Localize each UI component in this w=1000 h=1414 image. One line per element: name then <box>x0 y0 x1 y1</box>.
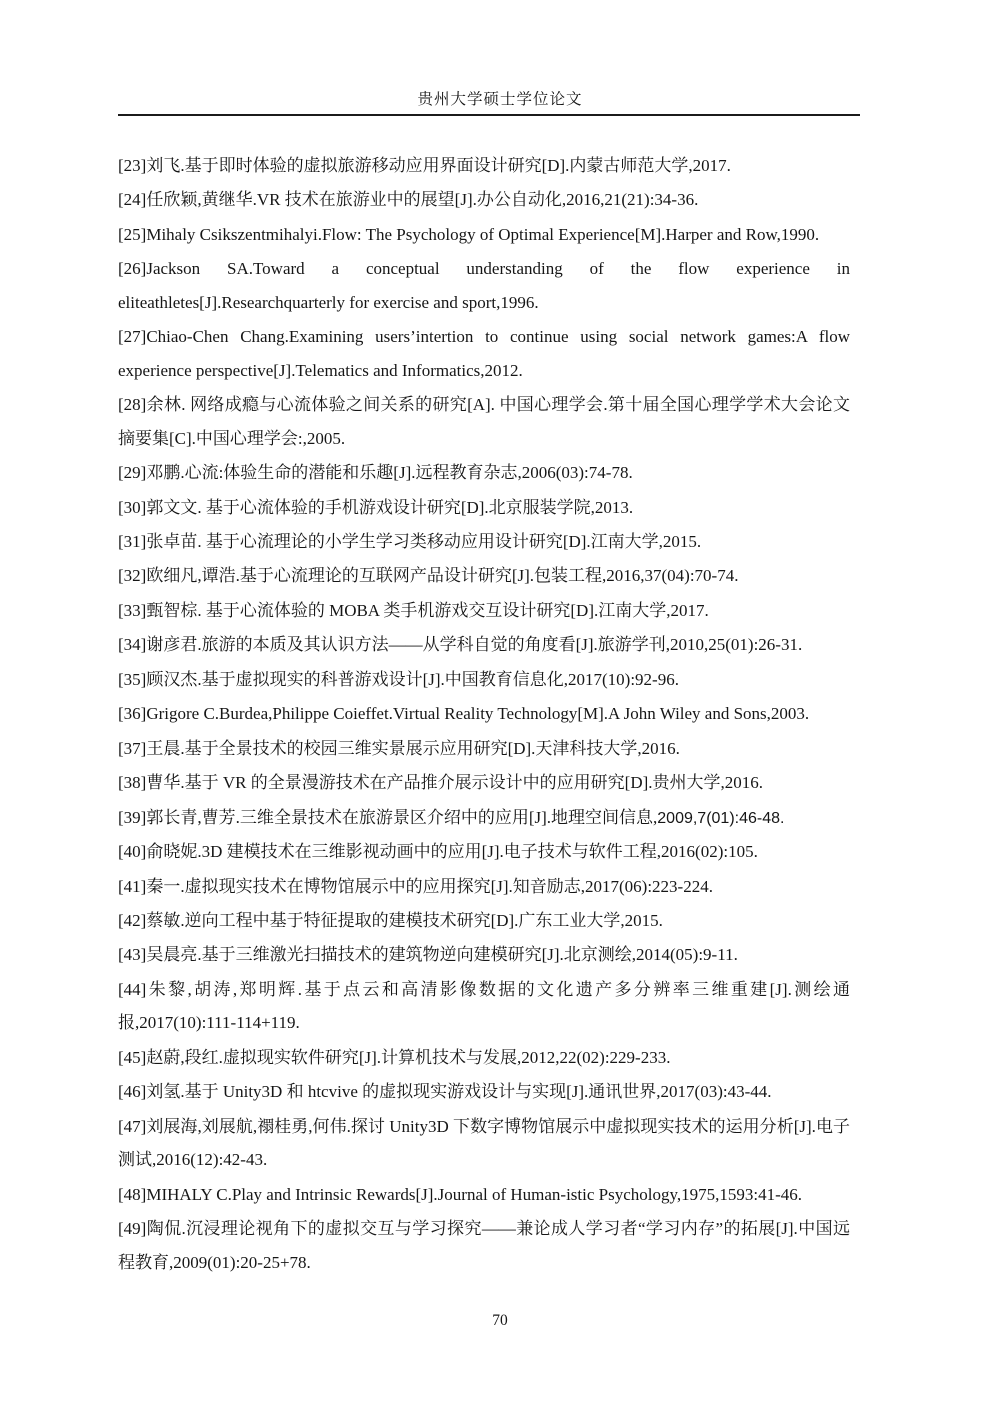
reference-text: [40]俞晓妮.3D 建模技术在三维影视动画中的应用[J].电子技术与软件工程,2016(02):105. <box>118 842 758 862</box>
reference-item <box>118 1041 850 1075</box>
reference-text: [32]欧细凡,谭浩.基于心流理论的互联网产品设计研究[J].包装工程,2016,37(04):70-74. <box>118 566 739 586</box>
reference-item <box>118 835 850 869</box>
reference-item <box>118 904 850 938</box>
reference-item <box>118 594 850 628</box>
reference-text: [44]朱黎,胡涛,郑明辉.基于点云和高清影像数据的文化遗产多分辨率三维重建[J].测绘通报,2017(10):111-114+119. <box>118 979 850 1033</box>
reference-text: [37]王晨.基于全景技术的校园三维实景展示应用研究[D].天津科技大学,2016. <box>118 738 680 758</box>
reference-item <box>118 388 850 456</box>
reference-text: [46]刘氢.基于 Unity3D 和 htcvive 的虚拟现实游戏设计与实现[J].通讯世界,2017(03):43-44. <box>118 1082 772 1102</box>
reference-text: [49]陶侃.沉浸理论视角下的虚拟交互与学习探究——兼论成人学习者“学习内存”的拓展[J].中国远程教育,2009(01):20-25+78. <box>118 1219 850 1272</box>
reference-text: [45]赵蔚,段红.虚拟现实软件研究[J].计算机技术与发展,2012,22(02):229-233. <box>118 1047 671 1067</box>
reference-item <box>118 320 850 388</box>
reference-text-sans: 2009,7(01):46-48. <box>657 809 785 827</box>
reference-text: [48]MIHALY C.Play and Intrinsic Rewards[J].Journal of Human-istic Psychology,1975,1593:41-46. <box>118 1184 803 1204</box>
reference-text: [35]顾汉杰.基于虚拟现实的科普游戏设计[J].中国教育信息化,2017(10):92-96. <box>118 669 679 689</box>
reference-item <box>118 1212 850 1280</box>
reference-item <box>118 870 850 904</box>
reference-item <box>118 732 850 766</box>
references-list <box>118 116 850 1280</box>
reference-text: [36]Grigore C.Burdea,Philippe Coieffet.Virtual Reality Technology[M].A John Wiley and Sons,2003. <box>118 704 810 724</box>
reference-item <box>118 663 850 697</box>
reference-item <box>118 1110 850 1178</box>
page-number: 70 <box>492 1312 508 1329</box>
reference-item <box>118 938 850 972</box>
reference-text: [24]任欣颖,黄继华.VR 技术在旅游业中的展望[J].办公自动化,2016,21(21):34-36. <box>118 190 699 210</box>
reference-item <box>118 801 850 835</box>
reference-text: [43]吴晨亮.基于三维激光扫描技术的建筑物逆向建模研究[J].北京测绘,2014(05):9-11. <box>118 945 738 965</box>
reference-item <box>118 218 850 252</box>
reference-text: [41]秦一.虚拟现实技术在博物馆展示中的应用探究[J].知音励志,2017(06):223-224. <box>118 876 713 896</box>
reference-text: [25]Mihaly Csikszentmihalyi.Flow: The Psychology of Optimal Experience[M].Harper and Row,1990. <box>118 224 820 244</box>
header-title: 贵州大学硕士学位论文 <box>417 91 583 108</box>
reference-item <box>118 183 850 217</box>
reference-item <box>118 1075 850 1109</box>
reference-text: [33]甄智棕. 基于心流体验的 MOBA 类手机游戏交互设计研究[D].江南大学,2017. <box>118 600 709 620</box>
reference-text: [39]郭长青,曹芳.三维全景技术在旅游景区介绍中的应用[J].地理空间信息, <box>118 807 658 827</box>
reference-text: [27]Chiao-Chen Chang.Examining users’intertion to continue using social network games:A flow experience perspective[J].Telematics and Informatics,2012. <box>118 327 850 380</box>
reference-text: [31]张卓苗. 基于心流理论的小学生学习类移动应用设计研究[D].江南大学,2015. <box>118 531 702 551</box>
reference-text: [38]曹华.基于 VR 的全景漫游技术在产品推介展示设计中的应用研究[D].贵州大学,2016. <box>118 773 764 793</box>
reference-item <box>118 149 850 183</box>
reference-text: [29]邓鹏.心流:体验生命的潜能和乐趣[J].远程教育杂志,2006(03):74-78. <box>118 463 633 483</box>
reference-item <box>118 525 850 559</box>
reference-item <box>118 491 850 525</box>
reference-item <box>118 628 850 662</box>
reference-item <box>118 456 850 490</box>
reference-text: [30]郭文文. 基于心流体验的手机游戏设计研究[D].北京服装学院,2013. <box>118 497 634 517</box>
reference-item <box>118 697 850 731</box>
reference-text: [34]谢彦君.旅游的本质及其认识方法——从学科自觉的角度看[J].旅游学刊,2010,25(01):26-31. <box>118 635 803 655</box>
reference-item <box>118 252 850 320</box>
reference-item <box>118 559 850 593</box>
reference-text: [23]刘飞.基于即时体验的虚拟旅游移动应用界面设计研究[D].内蒙古师范大学,2017. <box>118 156 731 175</box>
reference-text: [26]Jackson SA.Toward a conceptual understanding of the flow experience in eliteathletes[J].Researchquarterly for exercise and sport,1996. <box>118 259 850 312</box>
page-header <box>0 0 1000 116</box>
reference-item <box>118 766 850 800</box>
reference-item <box>118 973 850 1041</box>
reference-text: [42]蔡敏.逆向工程中基于特征提取的建模技术研究[D].广东工业大学,2015. <box>118 910 663 930</box>
reference-item <box>118 1178 850 1212</box>
reference-text: [47]刘展海,刘展航,禤桂勇,何伟.探讨 Unity3D 下数字博物馆展示中虚拟现实技术的运用分析[J].电子测试,2016(12):42-43. <box>118 1116 850 1170</box>
reference-text: [28]余林. 网络成瘾与心流体验之间关系的研究[A]. 中国心理学会.第十届全国心理学学术大会论文摘要集[C].中国心理学会:,2005. <box>118 395 850 448</box>
